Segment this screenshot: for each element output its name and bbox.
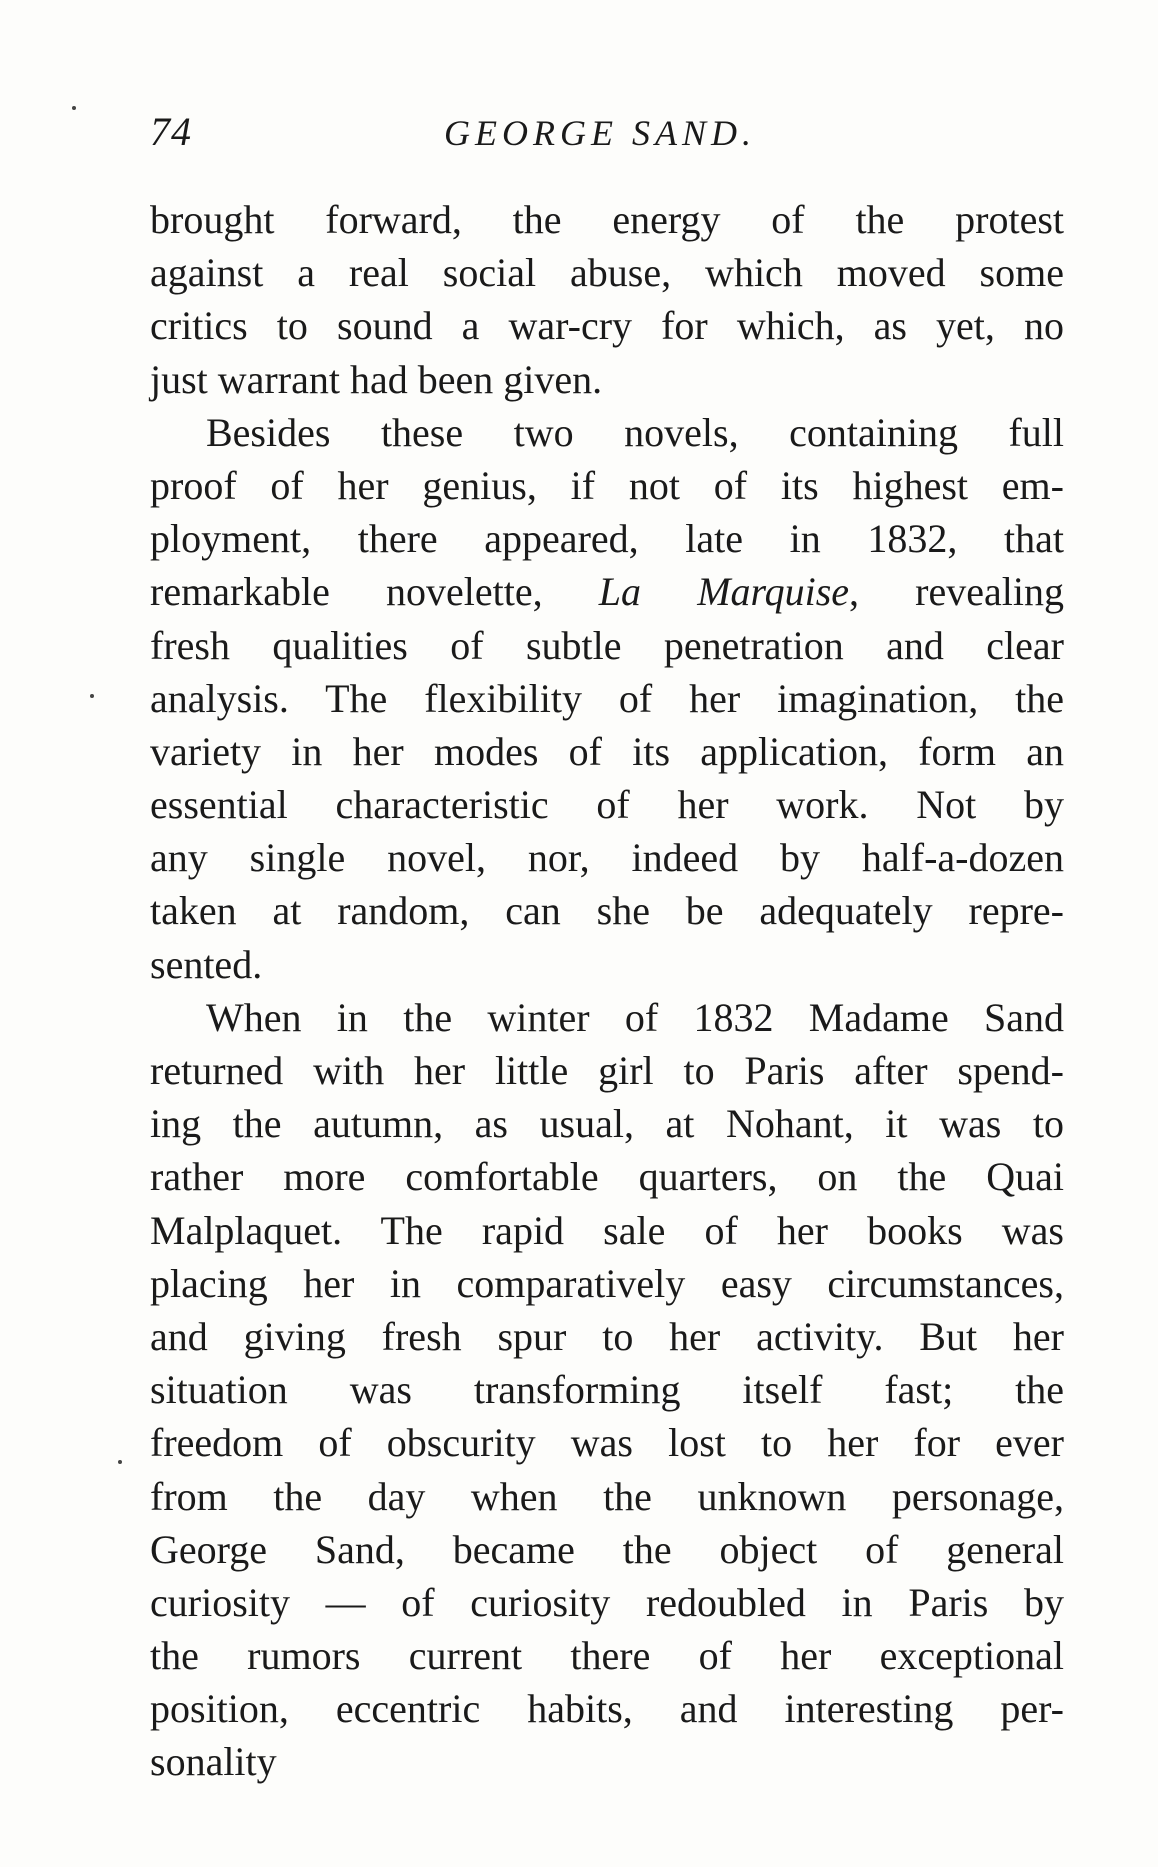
- text-line: from the day when the unknown personage,: [150, 1473, 1064, 1519]
- text-line: curiosity — of curiosity redoubled in Paris by: [150, 1579, 1064, 1625]
- text-segment: , revealing: [849, 569, 1064, 615]
- text-line: Besides these two novels, containing full: [206, 409, 1064, 455]
- text-line-with-title: [150, 565, 1064, 618]
- text-line: placing her in comparatively easy circumstances,: [150, 1260, 1064, 1306]
- text-line: sented.: [150, 941, 263, 987]
- text-line: and giving fresh spur to her activity. But her: [150, 1313, 1064, 1359]
- text-line: taken at random, can she be adequately repre-: [150, 888, 1064, 934]
- text-line: rather more comfortable quarters, on the Quai: [150, 1154, 1064, 1200]
- text-line: brought forward, the energy of the protest: [150, 197, 1064, 242]
- text-line: ing the autumn, as usual, at Nohant, it was to: [150, 1101, 1064, 1147]
- print-speck: [118, 1460, 122, 1464]
- novel-title: La Marquise: [598, 569, 850, 615]
- body-text: [150, 193, 1064, 1789]
- running-head: GEORGE SAND.: [444, 113, 756, 153]
- text-line: ployment, there appeared, late in 1832, that: [150, 516, 1064, 562]
- text-line: fresh qualities of subtle penetration and clear: [150, 622, 1064, 668]
- text-line: against a real social abuse, which moved some: [150, 250, 1064, 296]
- text-line: situation was transforming itself fast; the: [150, 1367, 1064, 1413]
- text-line: George Sand, became the object of general: [150, 1526, 1064, 1572]
- text-line: Malplaquet. The rapid sale of her books was: [150, 1207, 1064, 1253]
- text-segment: remarkable novelette,: [150, 569, 599, 615]
- print-speck: [72, 106, 76, 110]
- page-header: [150, 108, 1070, 164]
- text-line: critics to sound a war-cry for which, as yet, no: [150, 303, 1064, 349]
- text-line: returned with her little girl to Paris after spend-: [150, 1048, 1064, 1093]
- page-number: 74: [150, 109, 192, 154]
- text-line: just warrant had been given.: [150, 356, 603, 402]
- text-line: position, eccentric habits, and interesting per-: [150, 1686, 1064, 1732]
- print-speck: [90, 694, 94, 698]
- text-line: proof of her genius, if not of its highest em-: [150, 462, 1064, 508]
- text-line: the rumors current there of her exceptional: [150, 1633, 1064, 1679]
- text-line: variety in her modes of its application, form an: [150, 728, 1064, 774]
- text-line: When in the winter of 1832 Madame Sand: [206, 994, 1064, 1040]
- text-line: sonality: [150, 1739, 277, 1785]
- text-line: any single novel, nor, indeed by half-a-dozen: [150, 835, 1064, 881]
- text-line: essential characteristic of her work. Not by: [150, 782, 1064, 828]
- text-line: analysis. The flexibility of her imagination, the: [150, 675, 1064, 721]
- text-line: freedom of obscurity was lost to her for ever: [150, 1420, 1064, 1466]
